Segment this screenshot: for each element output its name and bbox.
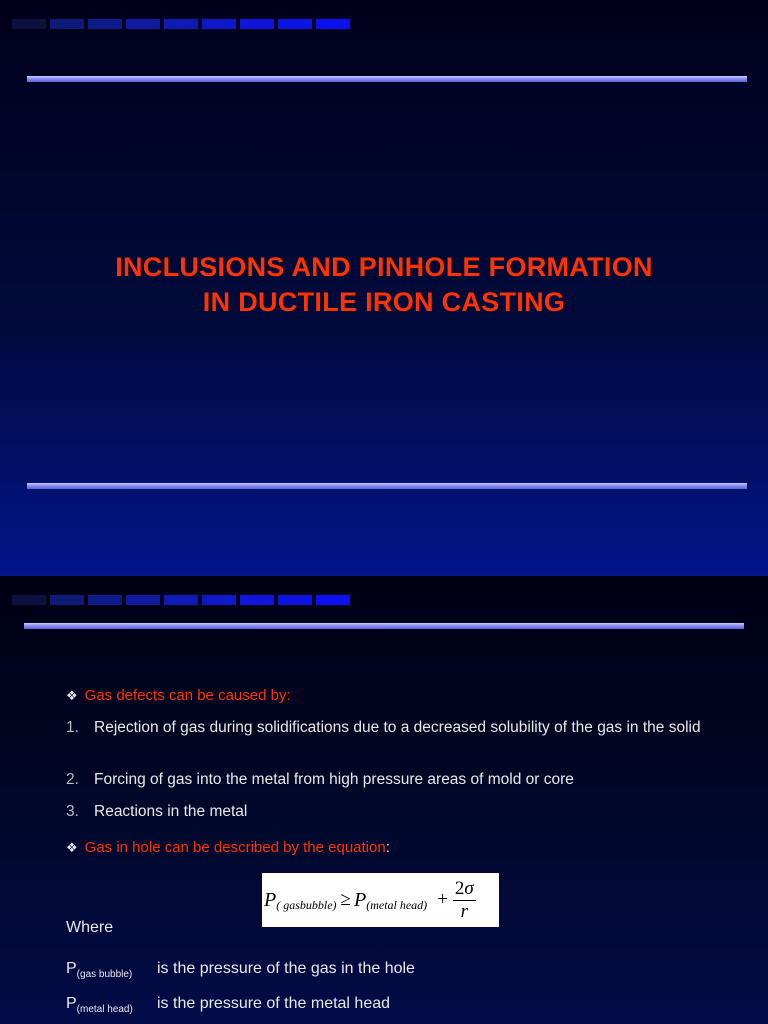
top-divider-rule [24, 623, 744, 629]
top-divider-rule [27, 76, 747, 82]
decorative-square [316, 19, 350, 29]
eq-fraction [453, 878, 476, 923]
eq-numerator [453, 878, 476, 901]
list-item-text: Reactions in the metal [94, 803, 248, 820]
definition-symbol-letter: P [66, 960, 77, 977]
pressure-equation [262, 873, 499, 927]
bullet-text: Gas defects can be caused by: [84, 687, 291, 704]
definition-symbol [66, 995, 157, 1013]
list-item-number: 1. [66, 719, 79, 736]
definition-gas-bubble [66, 960, 415, 978]
bullet-text: Gas in hole can be described by the equation [84, 839, 386, 856]
list-item-number: 3. [66, 803, 79, 820]
slide-title-line-1: INCLUSIONS AND PINHOLE FORMATION [115, 252, 653, 282]
definition-symbol-letter: P [66, 995, 77, 1012]
decorative-square [12, 595, 46, 605]
bullet-gas-defects [66, 687, 291, 704]
eq-greater-equal: ≥ [340, 889, 351, 910]
decorative-square [12, 19, 46, 29]
decorative-square [164, 19, 198, 29]
bullet-gas-equation [66, 839, 390, 856]
decorative-square [202, 19, 236, 29]
list-item [66, 801, 706, 822]
eq-sigma-symbol: σ [464, 877, 474, 899]
bullet-colon: : [385, 839, 390, 856]
where-label: Where [66, 919, 114, 936]
eq-numerator-coefficient: 2 [454, 877, 465, 899]
decorative-square [88, 595, 122, 605]
decorative-square [50, 19, 84, 29]
definition-symbol [66, 960, 157, 978]
slide-title [0, 250, 768, 320]
decorative-square [88, 19, 122, 29]
content-slide [0, 576, 768, 1024]
decorative-square [316, 595, 350, 605]
decorative-square [126, 19, 160, 29]
definition-symbol-subscript: (metal head) [76, 1004, 133, 1015]
diamond-bullet-icon: ❖ [66, 688, 78, 703]
decorative-square [50, 595, 84, 605]
eq-plus: + [437, 889, 448, 910]
eq-subscript-metal-head: (metal head) [366, 897, 428, 912]
eq-subscript-gas-bubble: ( gasbubble) [276, 897, 337, 912]
decorative-square-strip [12, 19, 350, 29]
list-item-number: 2. [66, 771, 79, 788]
decorative-square [202, 595, 236, 605]
definition-symbol-subscript: (gas bubble) [76, 969, 133, 980]
bottom-divider-rule [27, 483, 747, 489]
definition-metal-head [66, 995, 390, 1013]
eq-denominator: r [460, 900, 469, 922]
list-item [66, 769, 706, 790]
list-item [66, 717, 706, 738]
eq-p-symbol: P [353, 888, 367, 911]
definition-text: is the pressure of the gas in the hole [157, 960, 415, 977]
decorative-square [240, 595, 274, 605]
decorative-square [240, 19, 274, 29]
decorative-square [164, 595, 198, 605]
definition-text: is the pressure of the metal head [157, 995, 391, 1012]
decorative-square [278, 595, 312, 605]
list-item-text: Forcing of gas into the metal from high pressure areas of mold or core [94, 771, 574, 788]
decorative-square [126, 595, 160, 605]
eq-p-symbol: P [264, 888, 277, 911]
decorative-square [278, 19, 312, 29]
decorative-square-strip [12, 595, 350, 605]
slide-title-line-2: IN DUCTILE IRON CASTING [202, 287, 566, 317]
diamond-bullet-icon: ❖ [66, 840, 78, 855]
list-item-text: Rejection of gas during solidifications due to a decreased solubility of the gas in the solid [94, 719, 701, 736]
